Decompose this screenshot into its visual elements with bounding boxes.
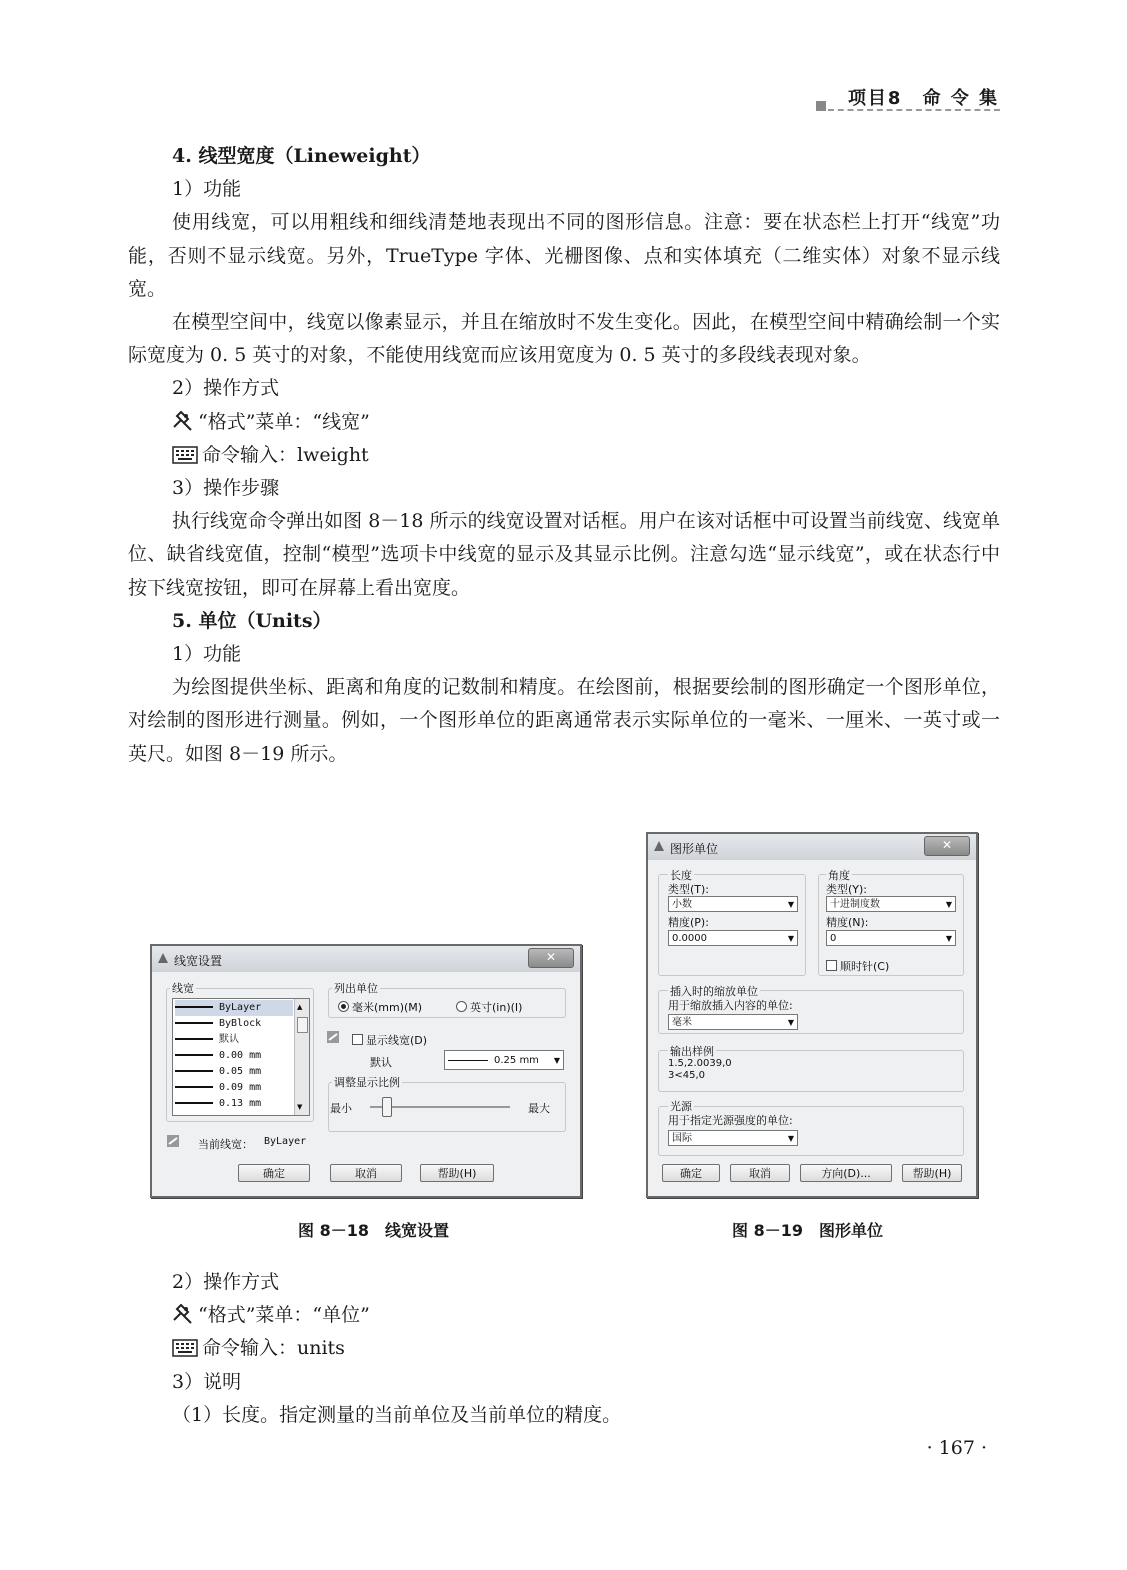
lighting-value: 国际 [672,1133,692,1144]
list-item-label: 0.00 mm [219,1050,262,1061]
chevron-down-icon: ▼ [945,900,952,909]
s4-function-heading: 1）功能 [172,178,242,201]
line-sample [448,1060,488,1061]
angle-type-label: 类型(Y): [826,883,868,896]
scroll-down-icon[interactable]: ▼ [297,1103,303,1111]
lineweight-dialog [150,944,582,1198]
drawing-units-titlebar [648,834,976,860]
autocad-icon [157,952,169,964]
length-precision-label: 精度(P): [668,916,709,929]
list-item-label: 默认 [219,1034,239,1045]
angle-group-label: 角度 [828,869,850,882]
keyboard-icon [172,446,198,464]
chevron-down-icon: ▼ [787,900,794,909]
list-item[interactable] [175,1000,293,1016]
s4-paragraph-2: 在模型空间中，线宽以像素显示，并且在缩放时不发生变化。因此，在模型空间中精确绘制一个实际宽度为 0. 5 英寸的对象，不能使用线宽而应该用宽度为 0. 5 英寸的多段线表现对象。 [128,311,1000,367]
s5-menu-text: “格式”菜单：“单位” [198,1304,370,1327]
length-type-value: 小数 [672,899,692,910]
angle-type-value: 十进制度数 [830,899,880,910]
body-text-lower [128,1266,1000,1432]
scroll-thumb[interactable] [297,1017,308,1033]
s4-menu-line [128,406,1000,439]
angle-precision-value: 0 [830,933,837,944]
running-header: 项目8 命 令 集 [847,88,999,109]
radio-inch-dot [456,1001,467,1012]
show-lineweight-label: 显示线宽(D) [366,1034,428,1047]
radio-mm-dot [338,1001,349,1012]
scale-min-label: 最小 [330,1102,352,1115]
s5-operation-heading: 2）操作方式 [172,1271,280,1293]
chevron-down-icon: ▼ [787,1134,794,1143]
sample-output-line-1: 1.5,2.0039,0 [668,1058,732,1069]
length-type-label: 类型(T): [668,883,710,896]
list-item-label: 0.05 mm [219,1066,262,1077]
s4-steps-heading: 3）操作步骤 [172,477,280,500]
insert-scale-group-label: 插入时的缩放单位 [670,985,758,998]
radio-inch-label: 英寸(in)(I) [470,1001,523,1014]
s4-menu-text: “格式”菜单：“线宽” [198,410,370,433]
list-item[interactable] [175,1016,261,1032]
help-button[interactable]: 帮助(H) [902,1164,962,1182]
scale-group-label: 调整显示比例 [334,1076,400,1089]
list-item[interactable] [175,1048,261,1064]
page-number: · 167 · [926,1437,987,1459]
radio-mm[interactable] [338,999,422,1015]
insert-scale-label: 用于缩放插入内容的单位: [668,999,793,1012]
lighting-label: 用于指定光源强度的单位: [668,1114,793,1127]
units-group-label: 列出单位 [334,982,378,995]
format-menu-icon [172,411,194,431]
list-item[interactable] [175,1032,239,1048]
list-item-label: ByBlock [219,1018,262,1029]
s5-command-text: 命令输入：units [202,1337,345,1360]
list-item[interactable] [175,1080,261,1096]
cancel-button[interactable]: 取消 [330,1164,402,1182]
chevron-down-icon: ▼ [945,934,952,943]
s4-command-line [128,439,1000,472]
length-group-label: 长度 [670,869,692,882]
s5-paragraph-1: 为绘图提供坐标、距离和角度的记数制和精度。在绘图前，根据要绘制的图形确定一个图形单位，对绘制的图形进行测量。例如，一个图形单位的距离通常表示实际单位的一毫米、一厘米、一英寸或一英尺。如图 8－19 所示。 [128,676,1000,765]
s4-paragraph-3: 执行线宽命令弹出如图 8－18 所示的线宽设置对话框。用户在该对话框中可设置当前线宽、线宽单位、缺省线宽值，控制“模型”选项卡中线宽的显示及其显示比例。注意勾选“显示线宽”，或在状态行中按下线宽按钮，即可在屏幕上看出宽度。 [128,510,1000,599]
default-lineweight-combo[interactable] [444,1050,564,1070]
close-button[interactable]: ✕ [528,948,574,968]
length-precision-value: 0.0000 [672,933,707,944]
s4-operation-heading: 2）操作方式 [172,377,280,400]
figure-8-19-caption: 图 8－19 图形单位 [732,1221,883,1240]
current-lineweight-value: ByLayer [264,1136,307,1147]
s5-menu-line [128,1299,1000,1332]
clockwise-box [826,960,837,971]
chevron-down-icon: ▼ [787,934,794,943]
lineweight-list[interactable] [172,998,310,1116]
lineweight-group-label: 线宽 [172,982,194,995]
insert-scale-value: 毫米 [672,1017,692,1028]
s5-command-line [128,1332,1000,1365]
angle-precision-combo[interactable] [826,930,956,946]
s5-function-heading: 1）功能 [172,643,242,666]
current-lineweight-icon [166,1134,180,1148]
s5-paragraph-2: （1）长度。指定测量的当前单位及当前单位的精度。 [172,1403,622,1426]
chevron-down-icon: ▼ [787,1018,794,1027]
help-button[interactable]: 帮助(H) [420,1164,494,1182]
sample-output-group-label: 输出样例 [670,1045,714,1058]
lineweight-dialog-title: 线宽设置 [174,954,223,968]
direction-button[interactable]: 方向(D)... [800,1164,892,1182]
lighting-group-label: 光源 [670,1100,692,1113]
autocad-icon [653,840,665,852]
length-type-combo[interactable] [668,896,798,912]
section-5-title: 5. 单位（Units） [172,609,332,632]
show-lineweight-box [352,1034,363,1045]
s4-command-text: 命令输入：lweight [202,443,369,466]
s4-paragraph-1: 使用线宽，可以用粗线和细线清楚地表现出不同的图形信息。注意：要在状态栏上打开“线宽”功能，否则不显示线宽。另外，TrueType 字体、光栅图像、点和实体填充（二维实体）对象不显示线宽。 [128,211,1000,300]
sample-output-line-2: 3<45,0 [668,1070,706,1081]
list-scrollbar[interactable] [294,999,309,1115]
figure-8-18-caption: 图 8－18 线宽设置 [298,1221,449,1240]
default-lineweight-value: 0.25 mm [494,1055,539,1066]
chevron-down-icon: ▼ [553,1056,560,1065]
cancel-button[interactable]: 取消 [730,1164,790,1182]
header-rule [816,101,1000,111]
scroll-up-icon[interactable]: ▲ [297,1003,303,1011]
ok-button[interactable]: 确定 [662,1164,720,1182]
length-precision-combo[interactable] [668,930,798,946]
radio-mm-label: 毫米(mm)(M) [352,1001,423,1014]
s5-notes-heading: 3）说明 [172,1370,242,1393]
list-item[interactable] [175,1064,261,1080]
list-item-label: ByLayer [219,1002,262,1013]
lighting-combo[interactable] [668,1130,798,1146]
clockwise-label: 顺时针(C) [840,960,890,973]
clockwise-checkbox[interactable] [826,958,889,974]
list-item-label: 0.09 mm [219,1082,262,1093]
current-lineweight-label: 当前线宽： [198,1138,253,1151]
drawing-units-title: 图形单位 [670,842,719,856]
angle-precision-label: 精度(N): [826,916,869,929]
radio-inch[interactable] [456,999,522,1015]
close-button[interactable]: ✕ [924,836,970,856]
list-item[interactable] [175,1096,261,1112]
show-lineweight-checkbox[interactable] [352,1032,427,1048]
angle-type-combo[interactable] [826,896,956,912]
scale-max-label: 最大 [528,1102,550,1115]
drawing-units-dialog [646,832,978,1198]
list-item-label: 0.13 mm [219,1098,262,1109]
format-menu-icon [172,1304,194,1324]
insert-scale-combo[interactable] [668,1014,798,1030]
lineweight-dialog-titlebar [152,946,580,972]
ok-button[interactable]: 确定 [238,1164,310,1182]
body-text [128,140,1000,771]
section-4-title: 4. 线型宽度（Lineweight） [172,145,431,167]
default-label: 默认 [370,1056,392,1069]
lineweight-icon [326,1030,340,1044]
keyboard-icon [172,1339,198,1357]
scale-slider-thumb[interactable] [382,1097,392,1117]
